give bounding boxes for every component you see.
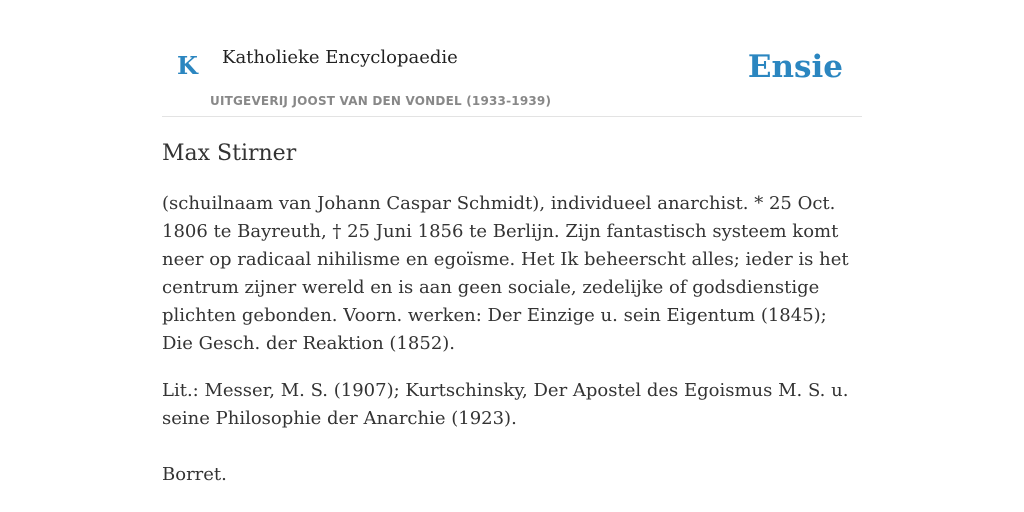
literature-paragraph: Lit.: Messer, M. S. (1907); Kurtschinsky, Der Apostel des Egoismus M. S. u. seine Philosophie der Anarchie (1923). [162, 380, 849, 429]
site-header [162, 40, 862, 117]
article-title: Max Stirner [162, 141, 297, 166]
article-body-paragraph: (schuilnaam van Johann Caspar Schmidt), individueel anarchist. * 25 Oct. 1806 te Bayreuth, † 25 Juni 1856 te Berlijn. Zijn fantastisch systeem komt neer op radicaal nihilisme en egoïsme. Het Ik beheerscht alles; ieder is het centrum zijner wereld en is aan geen sociale, zedelijke of godsdienstige plichten gebonden. Voorn. werken: Der Einzige u. sein Eigentum (1845); Die Gesch. der Reaktion (1852). [162, 193, 849, 354]
article-author: Borret. [162, 464, 227, 485]
publisher-line: UITGEVERIJ JOOST VAN DEN VONDEL (1933-1939) [210, 94, 552, 108]
article [162, 138, 862, 489]
encyclopedia-title[interactable]: Katholieke Encyclopaedie [222, 47, 458, 68]
encyclopedia-logo[interactable]: K [177, 51, 198, 80]
ensie-logo-link[interactable]: Ensie [747, 49, 843, 85]
